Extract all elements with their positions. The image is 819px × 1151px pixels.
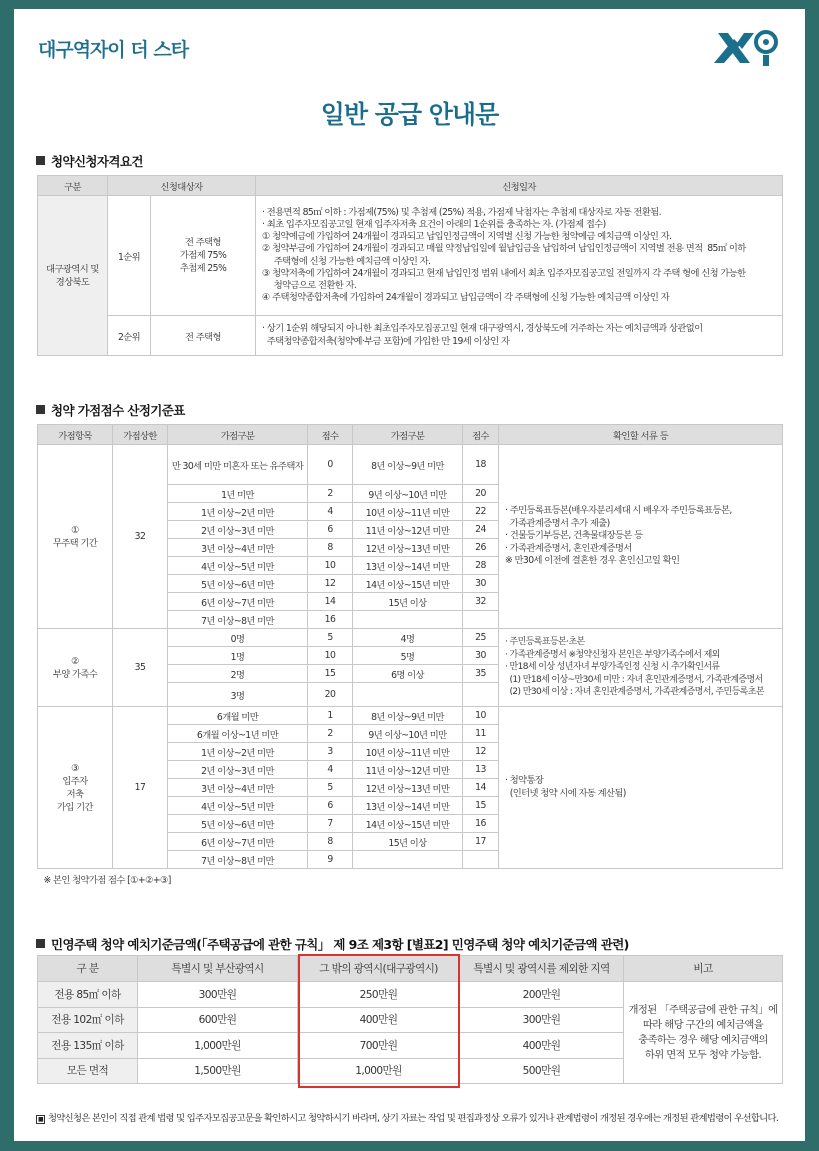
score-range-cell: 6년 이상~7년 미만 [168, 833, 308, 851]
col-header: 신청일자 [256, 176, 783, 196]
target-cell: 전 주택형 가점제 75% 추첨제 25% [151, 196, 256, 316]
score-item-cell: ① 무주택 기간 [38, 445, 113, 629]
score-point-cell: 20 [308, 683, 353, 707]
col-header: 특별시 및 광역시를 제외한 지역 [460, 956, 624, 982]
score-item-cell: ② 부양 가족수 [38, 629, 113, 707]
amount-cell: 1,000만원 [138, 1033, 298, 1059]
amount-cell: 600만원 [138, 1007, 298, 1033]
score-row [38, 707, 783, 725]
amount-cell: 300만원 [138, 982, 298, 1008]
col-header: 신청대상자 [108, 176, 256, 196]
score-point-cell: 25 [463, 629, 499, 647]
score-point-cell: 8 [308, 833, 353, 851]
score-range-cell: 5명 [353, 647, 463, 665]
amount-cell: 1,000만원 [298, 1058, 460, 1084]
rank-cell: 2순위 [108, 316, 151, 356]
score-range-cell: 6년 이상~7년 미만 [168, 593, 308, 611]
col-header: 가점항목 [38, 425, 113, 445]
score-range-cell: 4년 이상~5년 미만 [168, 797, 308, 815]
score-point-cell: 1 [308, 707, 353, 725]
score-point-cell: 6 [308, 797, 353, 815]
score-range-cell: 7년 이상~8년 미만 [168, 611, 308, 629]
score-range-cell: 9년 이상~10년 미만 [353, 485, 463, 503]
col-header: 가점구분 [168, 425, 308, 445]
score-range-cell: 14년 이상~15년 미만 [353, 815, 463, 833]
amount-cell: 500만원 [460, 1058, 624, 1084]
score-range-cell: 5년 이상~6년 미만 [168, 815, 308, 833]
score-range-cell: 7년 이상~8년 미만 [168, 851, 308, 869]
page-title: 일반 공급 안내문 [320, 100, 499, 129]
score-range-cell: 13년 이상~14년 미만 [353, 797, 463, 815]
col-header: 가점구분 [353, 425, 463, 445]
score-range-cell: 15년 이상 [353, 593, 463, 611]
footer-note: ■ 청약신청은 본인이 직접 관계 법령 및 입주자모집공고문을 확인하시고 청약하시기 바라며, 상기 자료는 작업 및 편집과정상 오류가 있거나 관계법령이 개정된 경우에는 개정된 관계법령이 우선합니다. [37, 1113, 779, 1124]
amount-cell: 400만원 [460, 1033, 624, 1059]
score-point-cell: 9 [308, 851, 353, 869]
score-point-cell: 2 [308, 485, 353, 503]
score-point-cell: 10 [463, 707, 499, 725]
score-point-cell: 2 [308, 725, 353, 743]
score-point-cell: 20 [463, 485, 499, 503]
col-header: 구분 [38, 176, 108, 196]
score-range-cell: 1년 이상~2년 미만 [168, 503, 308, 521]
score-point-cell: 14 [463, 779, 499, 797]
score-range-cell: 11년 이상~12년 미만 [353, 761, 463, 779]
score-range-cell: 만 30세 미만 미혼자 또는 유주택자 [168, 445, 308, 485]
docs-cell: · 주민등록표등본·초본 · 가족관계증명서 ※청약신청자 본인은 부양가족수에서 제외 · 만18세 이상 성년자녀 부양가족인정 신청 시 추가확인서류 (1) 만18세 이상~만30세 미만 : 자녀 혼인관계증명서, 가족관계증명서 (2) 만30세 이상 : 자녀 혼인관계증명서, 가족관계증명서, 주민등록초본 [499, 629, 783, 707]
score-point-cell: 13 [463, 761, 499, 779]
score-note: ※ 본인 청약가점 점수 [①+②+③] [43, 874, 171, 886]
col-header: 비고 [624, 956, 783, 982]
requirement-cell: · 전용면적 85㎡ 이하 : 가점제(75%) 및 추첨제 (25%) 적용, 가점제 낙첨자는 추첨제 대상자로 자동 전환됨. · 최초 입주자모집공고일 현재 입주자저축 요건이 아래의 1순위를 충족하는 자. (가점제 접수) ① 청약예금에 가입하여 24개월이 경과되고 납입인정금액이 지역별 신청 가능한 청약예금 예치금액 이상인 자. ② 청약부금에 가입하여 24개월이 경과되고 매월 약정납입일에 월납입금을 납입하여 납입인정금액이 지역별 전용 면적 85㎡ 이하 주택형에 신청 가능한 예치금액 이상인 자. ③ 청약저축에 가입하여 24개월이 경과되고 현재 납입인정 범위 내에서 최초 입주자모집공고일 전일까지 각 주택 형에 신청 가능한 청약금으로 전환한 자. ④ 주택청약종합저축에 가입하여 24개월이 경과되고 납입금액이 각 주택형에 신청 가능한 예치금액 이상인 자 [256, 196, 783, 316]
col-header: 그 밖의 광역시(대구광역시) [298, 956, 460, 982]
score-range-cell [353, 851, 463, 869]
score-range-cell: 10년 이상~11년 미만 [353, 503, 463, 521]
amount-cell: 250만원 [298, 982, 460, 1008]
score-point-cell: 8 [308, 539, 353, 557]
score-range-cell: 3년 이상~4년 미만 [168, 779, 308, 797]
score-point-cell: 11 [463, 725, 499, 743]
score-range-cell: 12년 이상~13년 미만 [353, 779, 463, 797]
score-point-cell [463, 611, 499, 629]
score-range-cell: 1년 미만 [168, 485, 308, 503]
remark-cell: 개정된 「주택공급에 관한 규칙」에 따라 해당 구간의 예치금액을 충족하는 경우 해당 예치금액의 하위 면적 모두 청약 가능함. [624, 982, 783, 1084]
col-header: 구 분 [38, 956, 138, 982]
col-header: 확인할 서류 등 [499, 425, 783, 445]
score-point-cell: 5 [308, 779, 353, 797]
score-range-cell: 8년 이상~9년 미만 [353, 445, 463, 485]
eligibility-table [37, 175, 783, 356]
area-cell: 전용 135㎡ 이하 [38, 1033, 138, 1059]
score-max-cell: 17 [113, 707, 168, 869]
score-point-cell: 15 [308, 665, 353, 683]
score-row [38, 629, 783, 647]
score-range-cell: 2년 이상~3년 미만 [168, 521, 308, 539]
score-point-cell: 14 [308, 593, 353, 611]
score-range-cell: 1년 이상~2년 미만 [168, 743, 308, 761]
notice-page [14, 9, 805, 1141]
score-point-cell: 28 [463, 557, 499, 575]
score-point-cell: 7 [308, 815, 353, 833]
score-table [37, 424, 783, 889]
score-range-cell: 11년 이상~12년 미만 [353, 521, 463, 539]
score-point-cell: 32 [463, 593, 499, 611]
amount-cell: 300만원 [460, 1007, 624, 1033]
score-point-cell: 6 [308, 521, 353, 539]
score-point-cell: 12 [463, 743, 499, 761]
score-range-cell: 9년 이상~10년 미만 [353, 725, 463, 743]
target-cell: 전 주택형 [151, 316, 256, 356]
score-range-cell: 5년 이상~6년 미만 [168, 575, 308, 593]
score-item-cell: ③ 입주자 저축 가입 기간 [38, 707, 113, 869]
score-range-cell: 3명 [168, 683, 308, 707]
section-heading-score: 청약 가점점수 산정기준표 [36, 401, 185, 419]
rank-cell: 1순위 [108, 196, 151, 316]
score-range-cell: 6개월 이상~1년 미만 [168, 725, 308, 743]
amount-cell: 700만원 [298, 1033, 460, 1059]
score-range-cell: 6개월 미만 [168, 707, 308, 725]
note-box-icon: ■ [37, 1116, 44, 1123]
score-max-cell: 32 [113, 445, 168, 629]
highlight-box [298, 954, 460, 1088]
score-range-cell: 14년 이상~15년 미만 [353, 575, 463, 593]
score-point-cell: 30 [463, 575, 499, 593]
score-range-cell: 2명 [168, 665, 308, 683]
score-range-cell: 1명 [168, 647, 308, 665]
brand-name: 대구역자이 더 스타 [38, 39, 189, 61]
score-point-cell: 35 [463, 665, 499, 683]
area-cell: 전용 102㎡ 이하 [38, 1007, 138, 1033]
area-cell: 전용 85㎡ 이하 [38, 982, 138, 1008]
col-header: 점수 [463, 425, 499, 445]
score-range-cell: 4년 이상~5년 미만 [168, 557, 308, 575]
amount-cell: 400만원 [298, 1007, 460, 1033]
score-range-cell: 0명 [168, 629, 308, 647]
score-point-cell: 0 [308, 445, 353, 485]
xi-logo-icon [714, 29, 786, 73]
section-heading-eligibility: 청약신청자격요건 [36, 152, 143, 170]
score-range-cell: 3년 이상~4년 미만 [168, 539, 308, 557]
score-range-cell: 10년 이상~11년 미만 [353, 743, 463, 761]
score-point-cell: 24 [463, 521, 499, 539]
score-point-cell: 16 [308, 611, 353, 629]
score-range-cell: 13년 이상~14년 미만 [353, 557, 463, 575]
requirement-cell: · 상기 1순위 해당되지 아니한 최초입주자모집공고일 현재 대구광역시, 경상북도에 거주하는 자는 예치금액과 상관없이 주택청약종합저축(청약예·부금 포함)에 가입한 만 19세 이상인 자 [256, 316, 783, 356]
score-point-cell [463, 683, 499, 707]
score-point-cell: 26 [463, 539, 499, 557]
score-point-cell: 22 [463, 503, 499, 521]
score-point-cell: 17 [463, 833, 499, 851]
score-point-cell: 3 [308, 743, 353, 761]
score-point-cell: 5 [308, 629, 353, 647]
region-cell: 대구광역시 및 경상북도 [38, 196, 108, 356]
score-range-cell [353, 683, 463, 707]
score-range-cell: 8년 이상~9년 미만 [353, 707, 463, 725]
score-point-cell: 12 [308, 575, 353, 593]
score-range-cell: 2년 이상~3년 미만 [168, 761, 308, 779]
area-cell: 모든 면적 [38, 1058, 138, 1084]
score-range-cell: 12년 이상~13년 미만 [353, 539, 463, 557]
score-range-cell [353, 611, 463, 629]
col-header: 점수 [308, 425, 353, 445]
col-header: 특별시 및 부산광역시 [138, 956, 298, 982]
docs-cell: · 주민등록표등본(배우자분리세대 시 배우자 주민등록표등본, 가족관계증명서 추가 제출) · 건물등기부등본, 건축물대장등본 등 · 가족관계증명서, 혼인관계증명서 ※ 만30세 이전에 결혼한 경우 혼인신고일 확인 [499, 445, 783, 629]
score-point-cell: 10 [308, 647, 353, 665]
docs-cell: · 청약통장 (인터넷 청약 시에 자동 계산됨) [499, 707, 783, 869]
score-point-cell: 16 [463, 815, 499, 833]
score-point-cell: 4 [308, 503, 353, 521]
score-point-cell: 30 [463, 647, 499, 665]
score-row [38, 445, 783, 485]
score-point-cell [463, 851, 499, 869]
score-point-cell: 18 [463, 445, 499, 485]
score-range-cell: 6명 이상 [353, 665, 463, 683]
amount-cell: 1,500만원 [138, 1058, 298, 1084]
amount-cell: 200만원 [460, 982, 624, 1008]
score-range-cell: 4명 [353, 629, 463, 647]
score-point-cell: 15 [463, 797, 499, 815]
score-point-cell: 10 [308, 557, 353, 575]
score-range-cell: 15년 이상 [353, 833, 463, 851]
col-header: 가점상한 [113, 425, 168, 445]
score-max-cell: 35 [113, 629, 168, 707]
score-point-cell: 4 [308, 761, 353, 779]
section-heading-deposit: 민영주택 청약 예치기준금액(「주택공급에 관한 규칙」 제 9조 제3항 [별표2] 민영주택 청약 예치기준금액 관련) [36, 935, 629, 953]
